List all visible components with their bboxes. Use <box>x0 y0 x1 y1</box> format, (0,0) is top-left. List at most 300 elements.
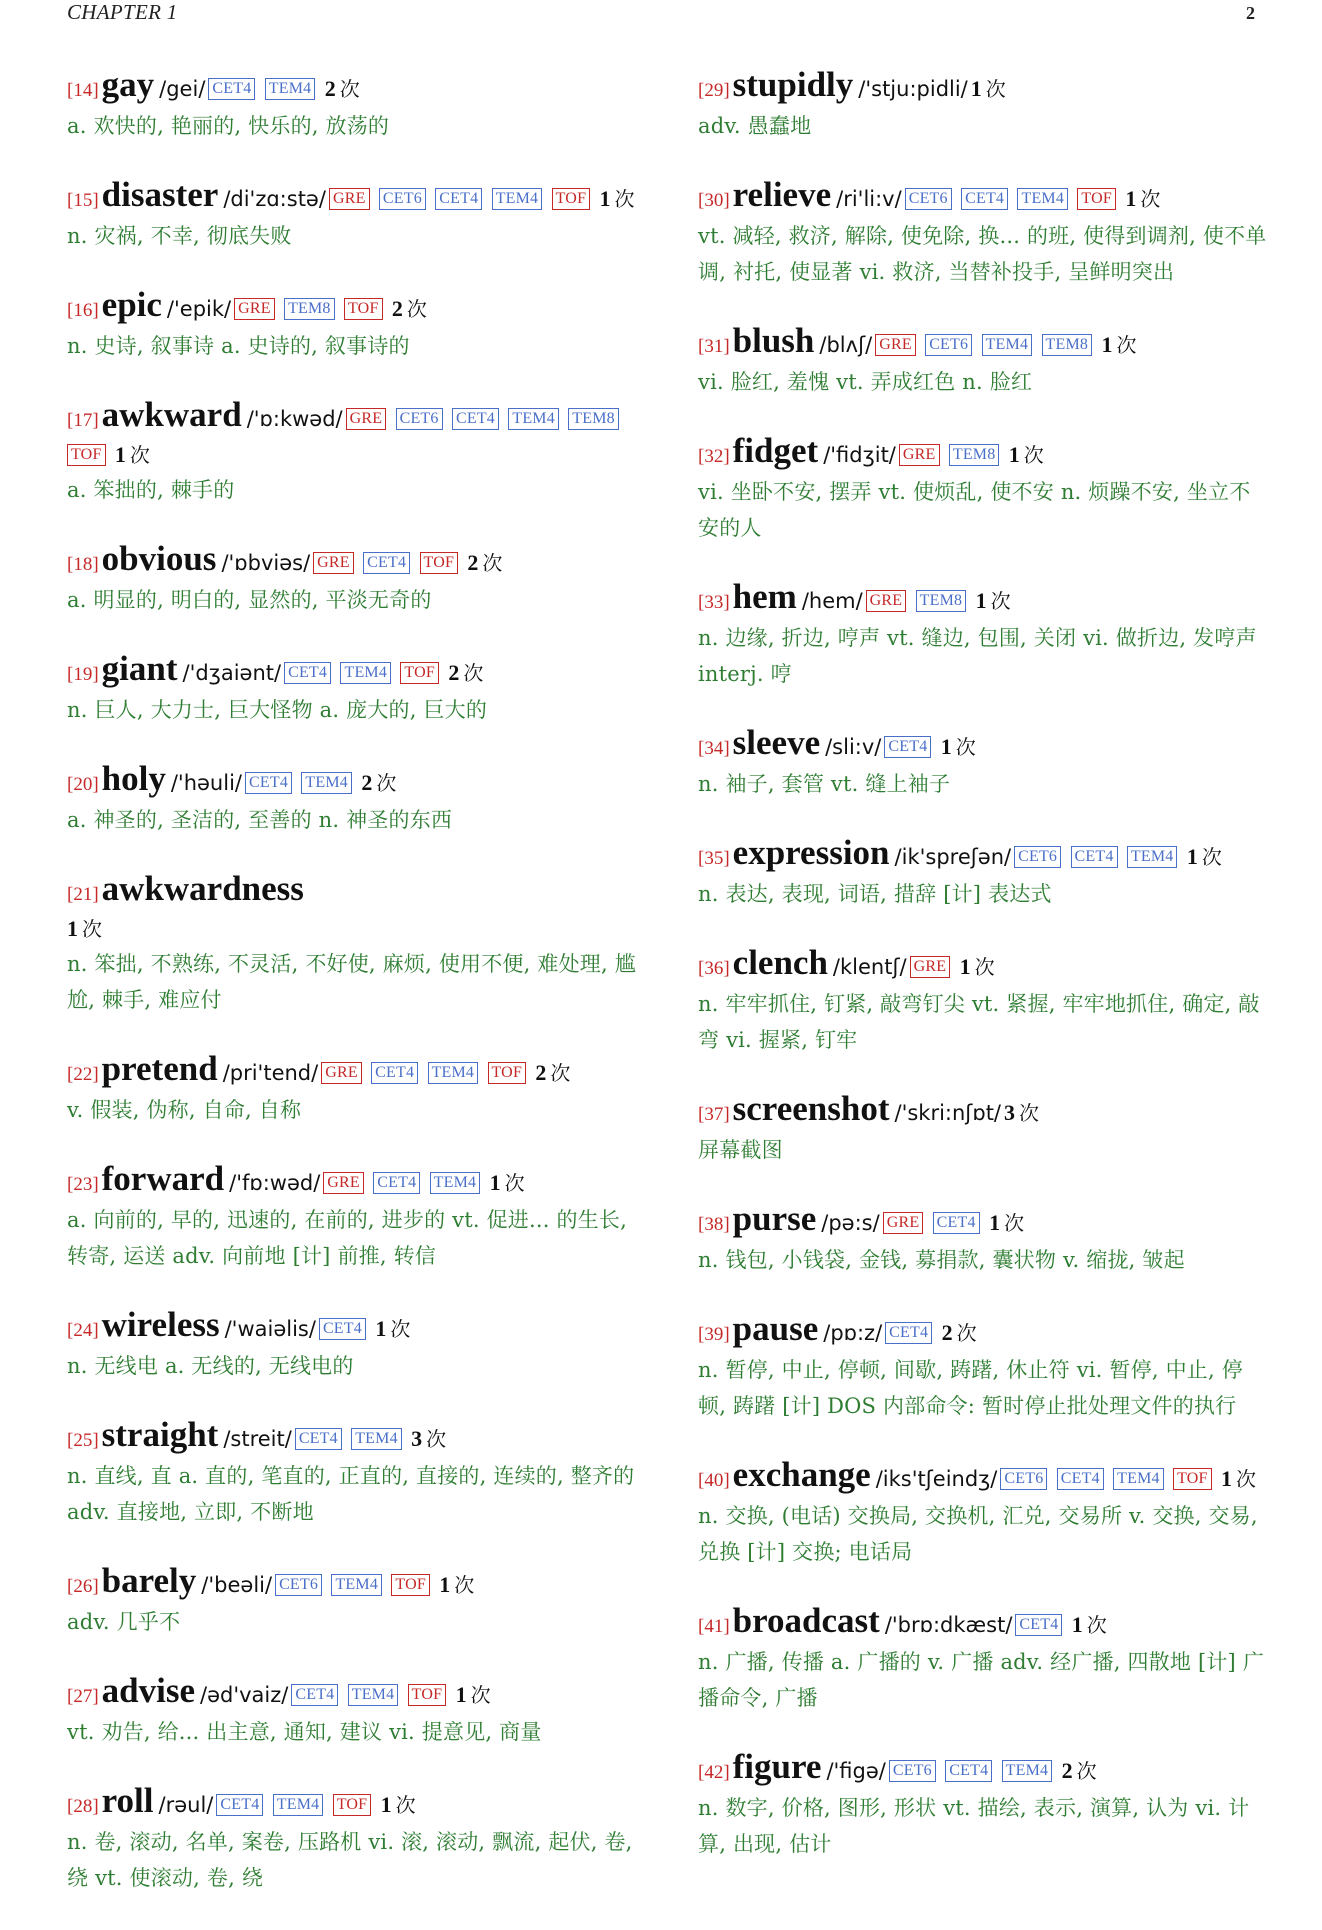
frequency-number: 1 <box>1101 332 1113 357</box>
page-number: 2 <box>1246 3 1255 23</box>
vocab-entry <box>67 1415 637 1530</box>
exam-tag: CET6 <box>889 1760 936 1782</box>
frequency-number: 1 <box>380 1792 392 1817</box>
exam-tag: TEM8 <box>284 298 335 320</box>
definition: vt. 减轻, 救济, 解除, 使免除, 换... 的班, 使得到调剂, 使不单调, 衬托, 使显著 vi. 救济, 当替补投手, 呈鲜明突出 <box>698 224 1267 284</box>
exam-tag: CET6 <box>379 188 426 210</box>
entry-headline <box>698 833 1268 876</box>
definition: n. 表达, 表现, 词语, 措辞 [计] 表达式 <box>698 882 1052 906</box>
headword: figure <box>732 1747 822 1786</box>
vocab-entry <box>67 869 637 1018</box>
entry-number: [29] <box>698 80 730 101</box>
frequency-number: 1 <box>489 1170 501 1195</box>
exam-tag: TEM4 <box>1113 1468 1164 1490</box>
frequency-number: 1 <box>959 954 971 979</box>
phonetic: /di'zɑ:stə/ <box>223 187 326 211</box>
entry-headline <box>67 395 637 472</box>
entry-headline <box>67 869 637 912</box>
phonetic: /'skri:nʃɒt/ <box>894 1101 1001 1125</box>
entry-headline <box>67 1305 637 1348</box>
phonetic: /'dʒaiənt/ <box>182 661 282 685</box>
exam-tag: TOF <box>408 1684 447 1706</box>
phonetic: /'həuli/ <box>170 771 242 795</box>
definition: v. 假装, 伪称, 自命, 自称 <box>67 1098 302 1122</box>
exam-tag: TEM4 <box>301 772 352 794</box>
entry-number: [32] <box>698 446 730 467</box>
times-unit: 次 <box>985 77 1006 101</box>
phonetic: /'fidʒit/ <box>823 443 896 467</box>
entry-number: [24] <box>67 1320 99 1341</box>
phonetic: /sli:v/ <box>825 735 882 759</box>
times-unit: 次 <box>129 443 150 467</box>
vocab-entry <box>67 1671 637 1750</box>
exam-tag: GRE <box>875 334 916 356</box>
headword: broadcast <box>732 1601 880 1640</box>
times-unit: 次 <box>1019 1101 1039 1125</box>
frequency-number: 3 <box>411 1426 423 1451</box>
exam-tag: TEM4 <box>508 408 559 430</box>
entry-headline <box>698 723 1268 766</box>
phonetic: /'ɒ:kwəd/ <box>246 407 343 431</box>
entry-number: [21] <box>67 884 99 905</box>
definition: vi. 脸红, 羞愧 vt. 弄成红色 n. 脸红 <box>698 370 1033 394</box>
times-unit: 次 <box>1086 1613 1107 1637</box>
frequency-count <box>381 1793 416 1817</box>
exam-tag: TEM8 <box>568 408 619 430</box>
vocab-entry <box>698 723 1268 802</box>
frequency-count <box>456 1683 491 1707</box>
entry-number: [25] <box>67 1430 99 1451</box>
exam-tag: GRE <box>313 552 354 574</box>
exam-tag: TEM4 <box>1002 1760 1053 1782</box>
frequency-count <box>67 917 102 941</box>
frequency-count <box>1072 1613 1107 1637</box>
phonetic: /'waiəlis/ <box>224 1317 316 1341</box>
vocab-entry <box>67 1305 637 1384</box>
frequency-count <box>411 1427 446 1451</box>
exam-tag: TEM8 <box>949 444 1000 466</box>
times-unit: 次 <box>395 1793 416 1817</box>
headword: giant <box>101 649 178 688</box>
exam-tag: CET6 <box>1000 1468 1047 1490</box>
frequency-number: 1 <box>989 1210 1001 1235</box>
entry-headline <box>67 1561 637 1604</box>
headword: pause <box>732 1309 819 1348</box>
definition: n. 巨人, 大力士, 巨大怪物 a. 庞大的, 巨大的 <box>67 698 488 722</box>
definition: n. 灾祸, 不幸, 彻底失败 <box>67 224 292 248</box>
exam-tag: CET4 <box>1057 1468 1104 1490</box>
vocab-entry <box>698 1199 1268 1278</box>
headword: forward <box>101 1159 225 1198</box>
exam-tag: CET4 <box>291 1684 338 1706</box>
entry-headline <box>698 1747 1268 1790</box>
exam-tag: CET4 <box>884 736 931 758</box>
times-unit: 次 <box>482 551 503 575</box>
headword: disaster <box>101 175 219 214</box>
phonetic: /klentʃ/ <box>832 955 907 979</box>
exam-tag: TOF <box>1077 188 1116 210</box>
exam-tag: TEM4 <box>428 1062 479 1084</box>
exam-tag: TEM4 <box>331 1574 382 1596</box>
entry-number: [15] <box>67 190 99 211</box>
vocab-entry <box>698 431 1268 546</box>
frequency-count <box>1221 1467 1256 1491</box>
phonetic: /'beəli/ <box>201 1573 273 1597</box>
frequency-number: 2 <box>448 660 460 685</box>
frequency-count <box>392 297 427 321</box>
definition: n. 钱包, 小钱袋, 金钱, 募捐款, 囊状物 v. 缩拢, 皱起 <box>698 1248 1185 1272</box>
phonetic: /hem/ <box>801 589 863 613</box>
definition: adv. 几乎不 <box>67 1610 181 1634</box>
entry-headline <box>698 1601 1268 1644</box>
exam-tag: CET4 <box>373 1172 420 1194</box>
phonetic: /pri'tend/ <box>222 1061 319 1085</box>
exam-tag: TEM4 <box>982 334 1033 356</box>
entry-number: [14] <box>67 80 99 101</box>
phonetic: /rəul/ <box>158 1793 214 1817</box>
entry-headline <box>67 285 637 328</box>
entry-headline <box>698 65 1268 108</box>
definition: n. 史诗, 叙事诗 a. 史诗的, 叙事诗的 <box>67 334 410 358</box>
times-unit: 次 <box>82 917 102 941</box>
phonetic: /iks'tʃeindʒ/ <box>875 1467 998 1491</box>
exam-tag: CET6 <box>905 188 952 210</box>
headword: hem <box>732 577 797 616</box>
frequency-count <box>467 551 502 575</box>
exam-tag: CET4 <box>371 1062 418 1084</box>
frequency-number: 2 <box>467 550 479 575</box>
exam-tag: CET4 <box>945 1760 992 1782</box>
frequency-number: 1 <box>375 1316 387 1341</box>
times-unit: 次 <box>406 297 427 321</box>
times-unit: 次 <box>1201 845 1222 869</box>
entry-headline <box>698 321 1268 364</box>
exam-tag: TEM4 <box>273 1794 324 1816</box>
exam-tag: CET6 <box>396 408 443 430</box>
vocab-entry <box>67 65 637 144</box>
exam-tag: TOF <box>67 444 106 466</box>
entry-headline <box>67 1781 637 1824</box>
exam-tag: GRE <box>321 1062 362 1084</box>
phonetic: /'figə/ <box>826 1759 886 1783</box>
times-unit: 次 <box>426 1427 447 1451</box>
phonetic: /blʌʃ/ <box>819 333 873 357</box>
frequency-number: 1 <box>1186 844 1198 869</box>
phonetic: /streit/ <box>223 1427 292 1451</box>
frequency-count <box>1101 333 1136 357</box>
entry-headline <box>67 649 637 692</box>
frequency-number: 3 <box>1004 1100 1015 1125</box>
headword: screenshot <box>732 1089 890 1128</box>
phonetic: /ri'li:v/ <box>836 187 902 211</box>
exam-tag: GRE <box>883 1212 924 1234</box>
times-unit: 次 <box>1076 1759 1097 1783</box>
frequency-number: 2 <box>941 1320 953 1345</box>
frequency-number: 1 <box>67 916 78 941</box>
exam-tag: CET4 <box>885 1322 932 1344</box>
exam-tag: TEM4 <box>1127 846 1178 868</box>
exam-tag: GRE <box>899 444 940 466</box>
phonetic: /əd'vaiz/ <box>200 1683 289 1707</box>
vocab-entry <box>698 1089 1268 1168</box>
headword: straight <box>101 1415 219 1454</box>
exam-tag: CET4 <box>1015 1614 1062 1636</box>
exam-tag: CET4 <box>1071 846 1118 868</box>
times-unit: 次 <box>956 1321 977 1345</box>
definition: n. 直线, 直 a. 直的, 笔直的, 正直的, 直接的, 连续的, 整齐的 adv. 直接地, 立即, 不断地 <box>67 1464 635 1524</box>
headword: fidget <box>732 431 819 470</box>
entry-headline <box>698 1089 1268 1132</box>
headword: blush <box>732 321 815 360</box>
entry-number: [40] <box>698 1470 730 1491</box>
definition: n. 袖子, 套管 vt. 缝上袖子 <box>698 772 951 796</box>
headword: sleeve <box>732 723 821 762</box>
frequency-number: 1 <box>439 1572 451 1597</box>
exam-tag: CET6 <box>1014 846 1061 868</box>
entry-number: [17] <box>67 410 99 431</box>
definition: vi. 坐卧不安, 摆弄 vt. 使烦乱, 使不安 n. 烦躁不安, 坐立不安的人 <box>698 480 1251 540</box>
vocab-entry <box>67 649 637 728</box>
exam-tag: CET6 <box>925 334 972 356</box>
exam-tag: CET4 <box>216 1794 263 1816</box>
exam-tag: TOF <box>391 1574 430 1596</box>
frequency-number: 1 <box>1221 1466 1233 1491</box>
frequency-number: 1 <box>599 186 611 211</box>
frequency-count <box>115 443 150 467</box>
frequency-number: 1 <box>970 76 982 101</box>
entry-number: [30] <box>698 190 730 211</box>
definition: a. 神圣的, 圣洁的, 至善的 n. 神圣的东西 <box>67 808 453 832</box>
headword: obvious <box>101 539 217 578</box>
exam-tag: CET4 <box>208 78 255 100</box>
phonetic: /pə:s/ <box>821 1211 880 1235</box>
entry-number: [41] <box>698 1616 730 1637</box>
exam-tag: TEM4 <box>348 1684 399 1706</box>
frequency-count <box>976 589 1011 613</box>
definition: 屏幕截图 <box>698 1138 783 1162</box>
entry-number: [36] <box>698 958 730 979</box>
definition: adv. 愚蠢地 <box>698 114 812 138</box>
entry-headline <box>67 1049 637 1092</box>
exam-tag: GRE <box>866 590 907 612</box>
exam-tag: TEM4 <box>492 188 543 210</box>
headword: stupidly <box>732 65 854 104</box>
times-unit: 次 <box>1004 1211 1025 1235</box>
entry-number: [19] <box>67 664 99 685</box>
frequency-count <box>1062 1759 1097 1783</box>
vocab-entry <box>698 1309 1268 1424</box>
frequency-count <box>325 77 360 101</box>
phonetic: /ik'spreʃən/ <box>894 845 1012 869</box>
headword: pretend <box>101 1049 218 1088</box>
frequency-number: 2 <box>324 76 336 101</box>
vocab-entry <box>67 1561 637 1640</box>
frequency-count <box>941 735 976 759</box>
right-column <box>698 65 1268 1896</box>
frequency-number: 2 <box>361 770 373 795</box>
times-unit: 次 <box>550 1061 571 1085</box>
frequency-number: 1 <box>1125 186 1137 211</box>
definition: a. 明显的, 明白的, 显然的, 平淡无奇的 <box>67 588 432 612</box>
exam-tag: TOF <box>420 552 459 574</box>
entry-headline <box>67 65 637 108</box>
headword: barely <box>101 1561 197 1600</box>
exam-tag: CET4 <box>452 408 499 430</box>
vocab-entry <box>67 1049 637 1128</box>
exam-tag: TEM8 <box>916 590 967 612</box>
frequency-number: 1 <box>975 588 987 613</box>
times-unit: 次 <box>1023 443 1044 467</box>
phonetic: /'fɒ:wəd/ <box>229 1171 321 1195</box>
frequency-count <box>942 1321 977 1345</box>
headword: clench <box>732 943 828 982</box>
times-unit: 次 <box>1236 1467 1257 1491</box>
times-unit: 次 <box>614 187 635 211</box>
frequency-count <box>490 1171 525 1195</box>
exam-tag: CET4 <box>435 188 482 210</box>
times-unit: 次 <box>974 955 995 979</box>
entry-headline <box>698 1455 1268 1498</box>
entry-number: [39] <box>698 1324 730 1345</box>
entry-headline <box>67 1415 637 1458</box>
headword: relieve <box>732 175 832 214</box>
frequency-count <box>439 1573 474 1597</box>
frequency-count <box>600 187 635 211</box>
vocab-entry <box>698 1747 1268 1862</box>
definition: n. 暂停, 中止, 停顿, 间歇, 踌躇, 休止符 vi. 暂停, 中止, 停顿, 踌躇 [计] DOS 内部命令: 暂时停止批处理文件的执行 <box>698 1358 1243 1418</box>
times-unit: 次 <box>463 661 484 685</box>
chapter-title: CHAPTER 1 <box>67 0 178 24</box>
entry-number: [33] <box>698 592 730 613</box>
exam-tag: GRE <box>346 408 387 430</box>
entry-headline <box>698 175 1268 218</box>
vocab-entry <box>67 1781 637 1896</box>
definition: n. 无线电 a. 无线的, 无线电的 <box>67 1354 354 1378</box>
vocab-entry <box>698 1601 1268 1716</box>
definition: n. 笨拙, 不熟练, 不灵活, 不好使, 麻烦, 使用不便, 难处理, 尴尬, 棘手, 难应付 <box>67 952 636 1012</box>
times-unit: 次 <box>339 77 360 101</box>
frequency-number: 2 <box>391 296 403 321</box>
exam-tag: CET4 <box>245 772 292 794</box>
frequency-number: 2 <box>535 1060 547 1085</box>
times-unit: 次 <box>990 589 1011 613</box>
exam-tag: GRE <box>329 188 370 210</box>
phonetic: /'epik/ <box>166 297 232 321</box>
headword: exchange <box>732 1455 871 1494</box>
entry-number: [35] <box>698 848 730 869</box>
vocab-entry <box>698 1455 1268 1570</box>
definition: n. 边缘, 折边, 哼声 vt. 缝边, 包围, 关闭 vi. 做折边, 发哼声 interj. 哼 <box>698 626 1257 686</box>
exam-tag: TEM4 <box>430 1172 481 1194</box>
definition: n. 数字, 价格, 图形, 形状 vt. 描绘, 表示, 演算, 认为 vi. 计算, 出现, 估计 <box>698 1796 1250 1856</box>
exam-tag: TOF <box>552 188 591 210</box>
vocab-entry <box>698 577 1268 692</box>
exam-tag: CET4 <box>933 1212 980 1234</box>
headword: epic <box>101 285 162 324</box>
exam-tag: TEM4 <box>265 78 316 100</box>
entry-number: [34] <box>698 738 730 759</box>
frequency-count <box>535 1061 570 1085</box>
exam-tag: TOF <box>1173 1468 1212 1490</box>
exam-tag: TEM4 <box>351 1428 402 1450</box>
exam-tag: GRE <box>910 956 951 978</box>
vocab-entry <box>67 285 637 364</box>
definition: n. 交换, (电话) 交换局, 交换机, 汇兑, 交易所 v. 交换, 交易, 兑换 [计] 交换; 电话局 <box>698 1504 1258 1564</box>
frequency-number: 1 <box>1008 442 1020 467</box>
frequency-count <box>1187 845 1222 869</box>
frequency-count <box>971 77 1006 101</box>
entry-headline <box>698 431 1268 474</box>
vocab-entry <box>698 943 1268 1058</box>
frequency-count <box>1125 187 1160 211</box>
headword: awkward <box>101 395 242 434</box>
entry-number: [31] <box>698 336 730 357</box>
entry-headline <box>698 1199 1268 1242</box>
frequency-count <box>1004 1101 1039 1125</box>
frequency-count <box>448 661 483 685</box>
entry-headline <box>698 943 1268 986</box>
exam-tag: CET4 <box>295 1428 342 1450</box>
definition: a. 笨拙的, 棘手的 <box>67 478 235 502</box>
times-unit: 次 <box>470 1683 491 1707</box>
page-header <box>67 0 1255 30</box>
entry-headline <box>67 1159 637 1202</box>
frequency-number: 1 <box>1071 1612 1083 1637</box>
times-unit: 次 <box>955 735 976 759</box>
headword: expression <box>732 833 890 872</box>
entry-number: [23] <box>67 1174 99 1195</box>
times-unit: 次 <box>376 771 397 795</box>
vocab-entry <box>67 759 637 838</box>
headword: awkwardness <box>101 869 304 908</box>
definition: n. 广播, 传播 a. 广播的 v. 广播 adv. 经广播, 四散地 [计] 广播命令, 广播 <box>698 1650 1265 1710</box>
vocab-entry <box>67 395 637 508</box>
times-unit: 次 <box>390 1317 411 1341</box>
exam-tag: CET4 <box>284 662 331 684</box>
times-unit: 次 <box>454 1573 475 1597</box>
frequency-count <box>989 1211 1024 1235</box>
entry-number: [42] <box>698 1762 730 1783</box>
times-unit: 次 <box>504 1171 525 1195</box>
entry-number: [16] <box>67 300 99 321</box>
frequency-number: 1 <box>114 442 126 467</box>
exam-tag: TOF <box>344 298 383 320</box>
entry-number: [28] <box>67 1796 99 1817</box>
entry-headline <box>67 175 637 218</box>
entry-number: [26] <box>67 1576 99 1597</box>
frequency-count <box>1009 443 1044 467</box>
frequency-count <box>960 955 995 979</box>
exam-tag: TOF <box>333 1794 372 1816</box>
entry-number: [38] <box>698 1214 730 1235</box>
entry-headline <box>698 1309 1268 1352</box>
entry-number: [20] <box>67 774 99 795</box>
exam-tag: CET4 <box>961 188 1008 210</box>
vocab-entry <box>698 321 1268 400</box>
exam-tag: TEM8 <box>1042 334 1093 356</box>
phonetic: /'brɒ:dkæst/ <box>884 1613 1013 1637</box>
definition: n. 牢牢抓住, 钉紧, 敲弯钉尖 vt. 紧握, 牢牢地抓住, 确定, 敲弯 vi. 握紧, 钉牢 <box>698 992 1260 1052</box>
entry-headline <box>67 539 637 582</box>
headword: holy <box>101 759 166 798</box>
definition: n. 卷, 滚动, 名单, 案卷, 压路机 vi. 滚, 滚动, 飘流, 起伏, 卷, 绕 vt. 使滚动, 卷, 绕 <box>67 1830 633 1890</box>
exam-tag: GRE <box>234 298 275 320</box>
frequency-number: 1 <box>940 734 952 759</box>
vocab-entry <box>67 1159 637 1274</box>
frequency-number: 1 <box>455 1682 467 1707</box>
definition: a. 向前的, 早的, 迅速的, 在前的, 进步的 vt. 促进... 的生长, 转寄, 运送 adv. 向前地 [计] 前推, 转信 <box>67 1208 627 1268</box>
exam-tag: TEM4 <box>1017 188 1068 210</box>
